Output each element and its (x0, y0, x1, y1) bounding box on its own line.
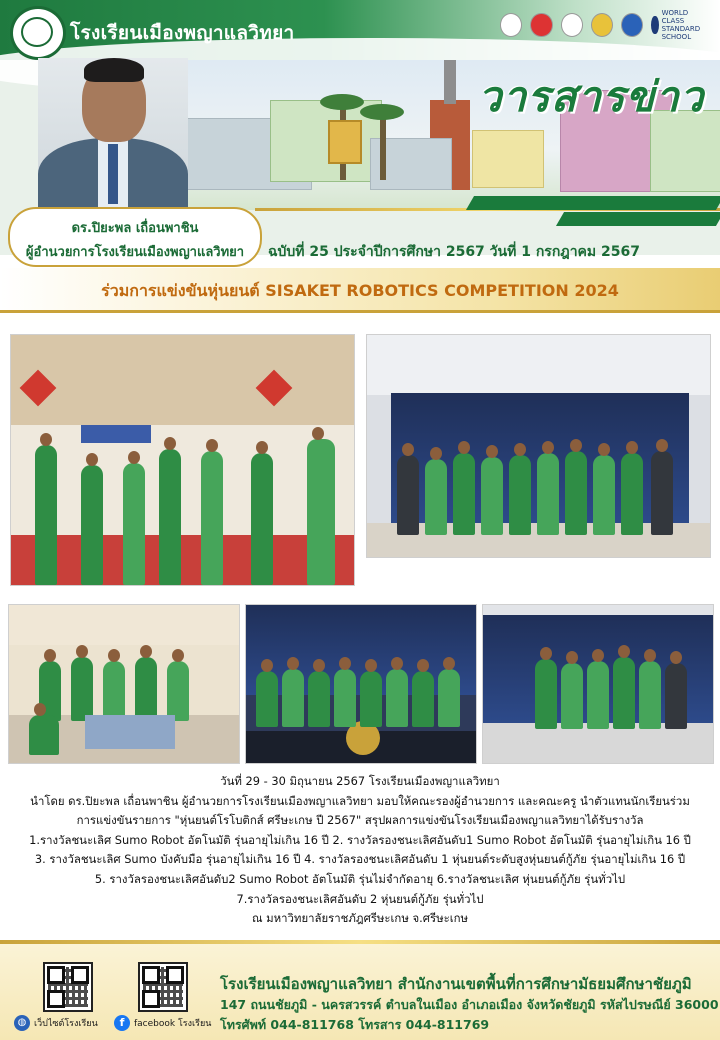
hall-floor (483, 723, 713, 763)
monument-statue (444, 60, 456, 104)
photo-team-award (10, 334, 355, 586)
article-line: นำโดย ดร.ปิยะพล เถื่อนพาชิน ผู้อำนวยการโรงเรียนเมืองพญาแลวิทยา มอบให้คณะรองผู้อำนวยการ และคณะครู นำตัวแทนนักเรียนร่วม (30, 793, 690, 808)
sumo-robot-banner (81, 425, 151, 443)
article-line: 1.รางวัลชนะเลิศ Sumo Robot อัตโนมัติ รุ่นอายุไม่เกิน 16 ปี 2. รางวัลรองชนะเลิศอันดับ1 Sumo Robot อัตโนมัติ รุ่นอายุไม่เกิน 16 ปี (29, 832, 691, 847)
director-caption (8, 207, 262, 267)
headline: ร่วมการแข่งขันหุ่นยนต์ SISAKET ROBOTICS COMPETITION 2024 (101, 281, 619, 300)
number-one-badge (530, 13, 552, 37)
school-name: โรงเรียนเมืองพญาแลวิทยา (70, 22, 295, 44)
facebook-link[interactable] (114, 1014, 211, 1032)
person (561, 663, 583, 729)
person (537, 453, 559, 535)
person (308, 671, 330, 727)
person (201, 451, 223, 585)
website-link[interactable] (14, 1014, 98, 1032)
person (639, 661, 661, 729)
person (386, 669, 408, 727)
issue-info: ฉบับที่ 25 ประจำปีการศึกษา 2567 วันที่ 1 กรกฎาคม 2567 (268, 244, 640, 260)
person (425, 459, 447, 535)
palm-frond (360, 104, 404, 120)
person (159, 449, 181, 585)
robot-table (85, 715, 175, 749)
photo-team-backdrop (482, 604, 714, 764)
article-line: 7.รางวัลรองชนะเลิศอันดับ 2 หุ่นยนต์กู้ภัย รุ่นทั่วไป (236, 891, 484, 906)
director-name: ดร.ปิยะพล เถื่อนพาชิน (71, 221, 199, 236)
hall-wall (11, 335, 354, 425)
facebook-qr-code[interactable] (138, 962, 188, 1012)
school-logo (10, 6, 66, 60)
website-qr-code[interactable] (43, 962, 93, 1012)
article-line: ณ มหาวิทยาลัยราชภัฎศรีษะเกษ จ.ศรีษะเกษ (251, 911, 469, 926)
photo-trophies (8, 604, 240, 764)
person (81, 465, 103, 585)
green-accent-strip (556, 212, 720, 226)
esict-badge (621, 13, 643, 37)
director-portrait (38, 58, 188, 208)
person (613, 657, 635, 729)
globe-icon (651, 16, 658, 34)
person (593, 455, 615, 535)
footer-phone: โทรศัพท์ 044-811768 โทรสาร 044-811769 (220, 1017, 490, 1032)
school-logo-emblem (21, 17, 53, 47)
hall-ceiling (367, 335, 710, 395)
person (397, 455, 419, 535)
person (621, 453, 643, 535)
person (167, 661, 189, 721)
hall-ceiling (9, 605, 239, 645)
globe-icon: ◍ (14, 1015, 30, 1031)
award-badge (591, 13, 613, 37)
person (35, 445, 57, 585)
person (412, 671, 434, 727)
school-seal-badge (500, 13, 522, 37)
person (651, 451, 673, 535)
article-line: 3. รางวัลชนะเลิศ Sumo บังคับมือ รุ่นอายุไม่เกิน 16 ปี 4. รางวัลรองชนะเลิศอันดับ 1 หุ่นยนต์ระดับสูงหุ่นยนต์กู้ภัย รุ่นอายุไม่เกิน 16 ปี (34, 852, 686, 867)
website-label: เว็ปไซต์โรงเรียน (34, 1019, 98, 1029)
article-line: 5. รางวัลรองชนะเลิศอันดับ2 Sumo Robot อัตโนมัติ รุ่นไม่จำกัดอายุ 6.รางวัลชนะเลิศ หุ่นยนต์กู้ภัย รุ่นทั่วไป (94, 871, 626, 886)
director-hair (84, 58, 144, 82)
person (481, 457, 503, 535)
quality-badge (561, 13, 583, 37)
photo-awards-ceremony (245, 604, 477, 764)
palm-frond (320, 94, 364, 110)
headline-gold-rule (0, 310, 720, 313)
footer-school-line: โรงเรียนเมืองพญาแลวิทยา สำนักงานเขตพื้นที่การศึกษามัธยมศึกษาชัยภูมิ (220, 975, 692, 993)
person (360, 671, 382, 727)
green-accent-strip (466, 196, 720, 210)
footer-address: 147 ถนนชัยภูมิ - นครสวรรค์ ตำบลในเมือง อำเภอเมือง จังหวัดชัยภูมิ รหัสไปรษณีย์ 36000 (220, 997, 719, 1012)
person (565, 451, 587, 535)
person (334, 669, 356, 727)
photo-team-stage (366, 334, 711, 558)
person (307, 439, 335, 585)
article-body (0, 772, 720, 929)
person (103, 661, 125, 721)
person (256, 671, 278, 727)
person (438, 669, 460, 727)
article-line: การแข่งขันรายการ "หุ่นยนต์โรโบติกส์ ศรีษะเกษ ปี 2567" สรุปผลการแข่งขันโรงเรียนเมืองพญาแลวิทยาได้รับรางวัล (76, 813, 644, 828)
world-class-badge (651, 9, 712, 41)
person (29, 715, 59, 755)
article-line: วันที่ 29 - 30 มิถุนายน 2567 โรงเรียนเมืองพญาแลวิทยา (220, 774, 500, 788)
director-tie (108, 144, 118, 204)
building (472, 130, 544, 188)
director-role: ผู้อำนวยการโรงเรียนเมืองพญาแลวิทยา (25, 245, 245, 260)
person (71, 657, 93, 721)
royal-portrait (328, 120, 362, 164)
person (251, 453, 273, 585)
red-floor (11, 535, 354, 585)
person (123, 463, 145, 585)
palm-trunk (380, 110, 386, 180)
person (135, 657, 157, 721)
person (282, 669, 304, 727)
person (509, 455, 531, 535)
accreditation-badges (500, 10, 712, 40)
facebook-icon: f (114, 1015, 130, 1031)
person (453, 453, 475, 535)
person (535, 659, 557, 729)
person (587, 661, 609, 729)
newsletter-title: วารสารข่าว (478, 72, 705, 121)
facebook-label: facebook โรงเรียน (134, 1019, 212, 1029)
world-class-text: WORLD CLASS STANDARD SCHOOL (661, 9, 701, 41)
person (665, 663, 687, 729)
